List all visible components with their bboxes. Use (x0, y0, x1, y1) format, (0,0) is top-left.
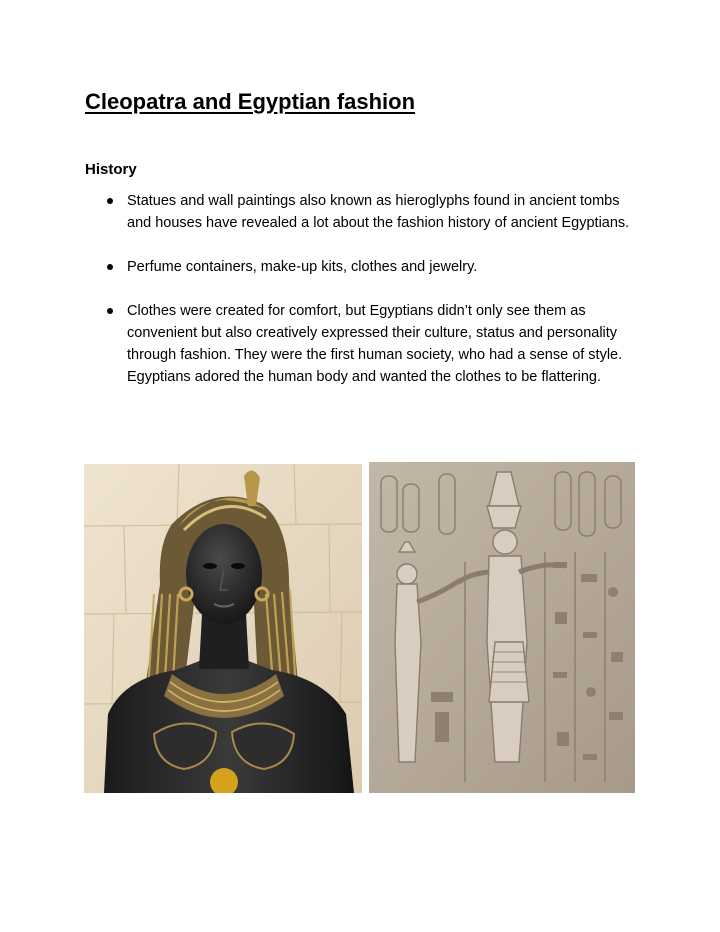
cleopatra-bust-illustration (84, 464, 362, 793)
bullet-icon (107, 264, 113, 270)
list-item (85, 190, 645, 234)
list-item (85, 256, 645, 278)
section-heading-history: History (85, 161, 137, 178)
bullet-icon (107, 308, 113, 314)
list-item-text: Perfume containers, make-up kits, clothes and jewelry. (127, 259, 478, 275)
page-title: Cleopatra and Egyptian fashion (85, 89, 416, 114)
egyptian-relief-photo (369, 462, 635, 793)
cleopatra-bust-photo (84, 464, 362, 793)
temple-relief-illustration (369, 462, 635, 793)
bullet-icon (107, 198, 113, 204)
history-bullet-list (85, 190, 645, 388)
list-item-text: Clothes were created for comfort, but Egyptians didn’t only see them as convenient but also creatively expressed their culture, status and personality through fashion. They were the first human society, who had a sense of style. Egyptians adored the human body and wanted the clothes to be flattering. (127, 303, 623, 385)
list-item (85, 300, 645, 388)
list-item-text: Statues and wall paintings also known as hieroglyphs found in ancient tombs and houses have revealed a lot about the fashion history of ancient Egyptians. (127, 193, 630, 231)
